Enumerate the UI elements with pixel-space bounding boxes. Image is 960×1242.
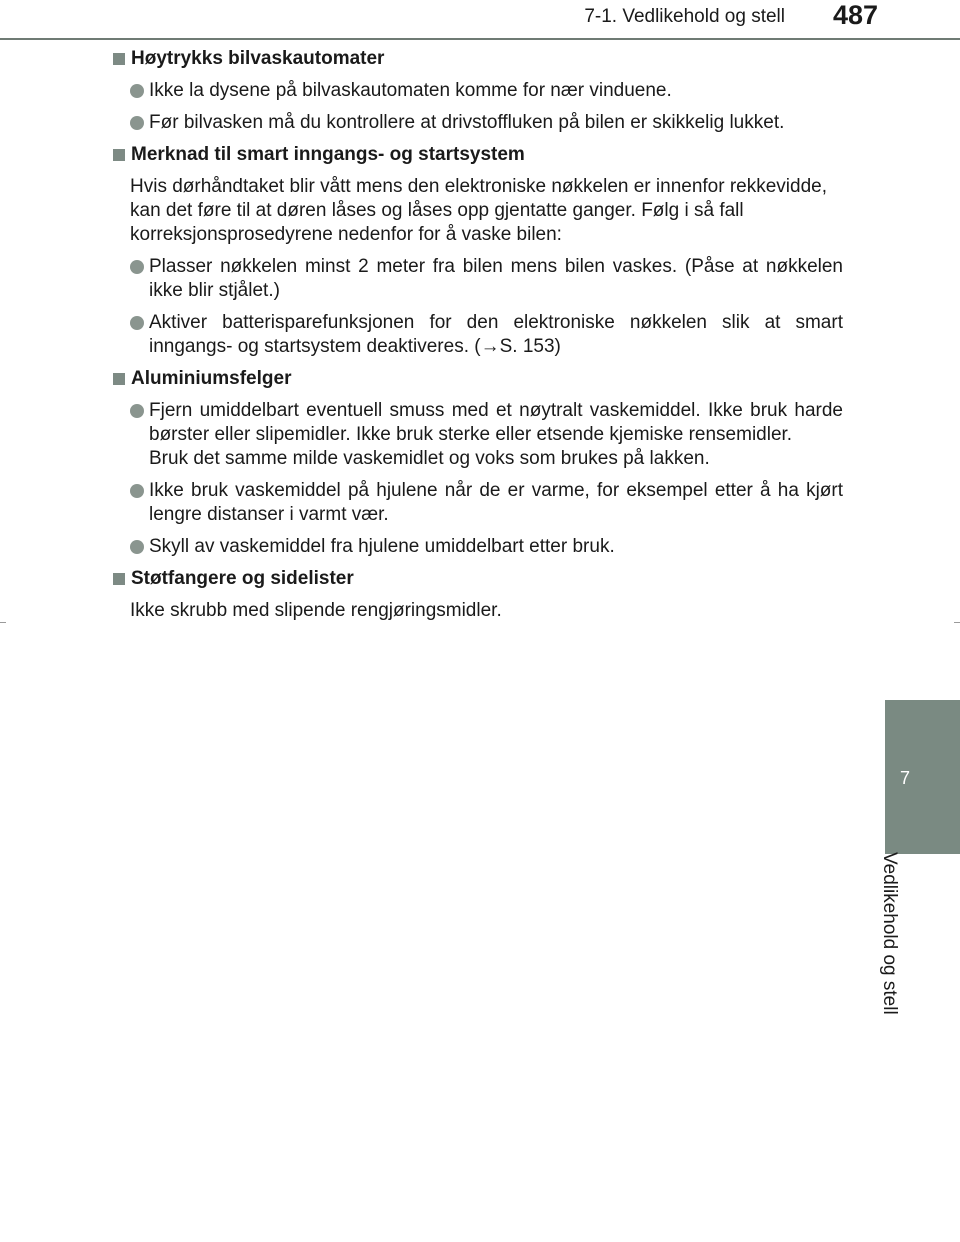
bullet-text: Ikke bruk vaskemiddel på hjulene når de er varme, for eksempel etter å ha kjørt lengre distanser i varmt vær. <box>149 480 843 525</box>
square-bullet-icon <box>113 149 125 161</box>
list-item <box>113 255 843 303</box>
heading-text: Støtfangere og sidelister <box>131 568 354 589</box>
heading-text: Aluminiumsfelger <box>131 368 292 389</box>
crop-mark-left <box>0 622 6 623</box>
section-paragraph: Ikke skrubb med slipende rengjøringsmidler. <box>130 600 502 621</box>
chapter-label-text: Vedlikehold og stell <box>879 852 900 1015</box>
list-item <box>113 399 843 471</box>
bullet-text: Før bilvasken må du kontrollere at drivstoffluken på bilen er skikkelig lukket. <box>149 112 785 133</box>
round-bullet-icon <box>130 484 144 498</box>
bullet-text: Fjern umiddelbart eventuell smuss med et nøytralt vaskemiddel. Ikke bruk harde børster eller slipemidler. Ikke bruk sterke eller etsende kjemiske rensemidler. <box>149 400 843 445</box>
round-bullet-icon <box>130 116 144 130</box>
list-item <box>113 479 843 527</box>
square-bullet-icon <box>113 573 125 585</box>
bullet-text: Ikke la dysene på bilvaskautomaten komme for nær vinduene. <box>149 80 672 101</box>
list-item <box>113 111 843 135</box>
bullet-text: Skyll av vaskemiddel fra hjulene umiddelbart etter bruk. <box>149 536 615 557</box>
section-heading <box>113 47 843 71</box>
section-heading <box>113 143 843 167</box>
header-rule <box>0 38 960 40</box>
bullet-text: Plasser nøkkelen minst 2 meter fra bilen mens bilen vaskes. (Påse at nøkkelen ikke blir stjålet.) <box>149 256 843 301</box>
round-bullet-icon <box>130 404 144 418</box>
heading-text: Høytrykks bilvaskautomater <box>131 48 385 69</box>
chapter-number: 7 <box>899 768 910 788</box>
section-paragraph: Hvis dørhåndtaket blir vått mens den elektroniske nøkkelen er innenfor rekkevidde, kan det føre til at døren låses og låses opp gjentatte ganger. Følg i så fall korreksjonsprosedyrene nedenfor for å vaske bilen: <box>130 176 828 245</box>
section-title: 7-1. Vedlikehold og stell <box>584 6 785 27</box>
list-item <box>113 535 843 559</box>
square-bullet-icon <box>113 53 125 65</box>
page-content <box>113 47 843 631</box>
round-bullet-icon <box>130 316 144 330</box>
bullet-text-continued: Bruk det samme milde vaskemidlet og voks som brukes på lakken. <box>149 448 710 469</box>
page-number: 487 <box>832 0 878 30</box>
section-heading <box>113 367 843 391</box>
chapter-label <box>870 852 930 1015</box>
page-header <box>0 0 960 40</box>
heading-text: Merknad til smart inngangs- og startsystem <box>131 144 525 165</box>
list-item <box>113 79 843 103</box>
crop-mark-right <box>954 622 960 623</box>
round-bullet-icon <box>130 84 144 98</box>
section-heading <box>113 567 843 591</box>
list-item <box>113 311 843 359</box>
round-bullet-icon <box>130 540 144 554</box>
round-bullet-icon <box>130 260 144 274</box>
bullet-text: Aktiver batterisparefunksjonen for den elektroniske nøkkelen slik at smart inngangs- og startsystem deaktiveres. (→S. 153) <box>149 312 843 357</box>
square-bullet-icon <box>113 373 125 385</box>
